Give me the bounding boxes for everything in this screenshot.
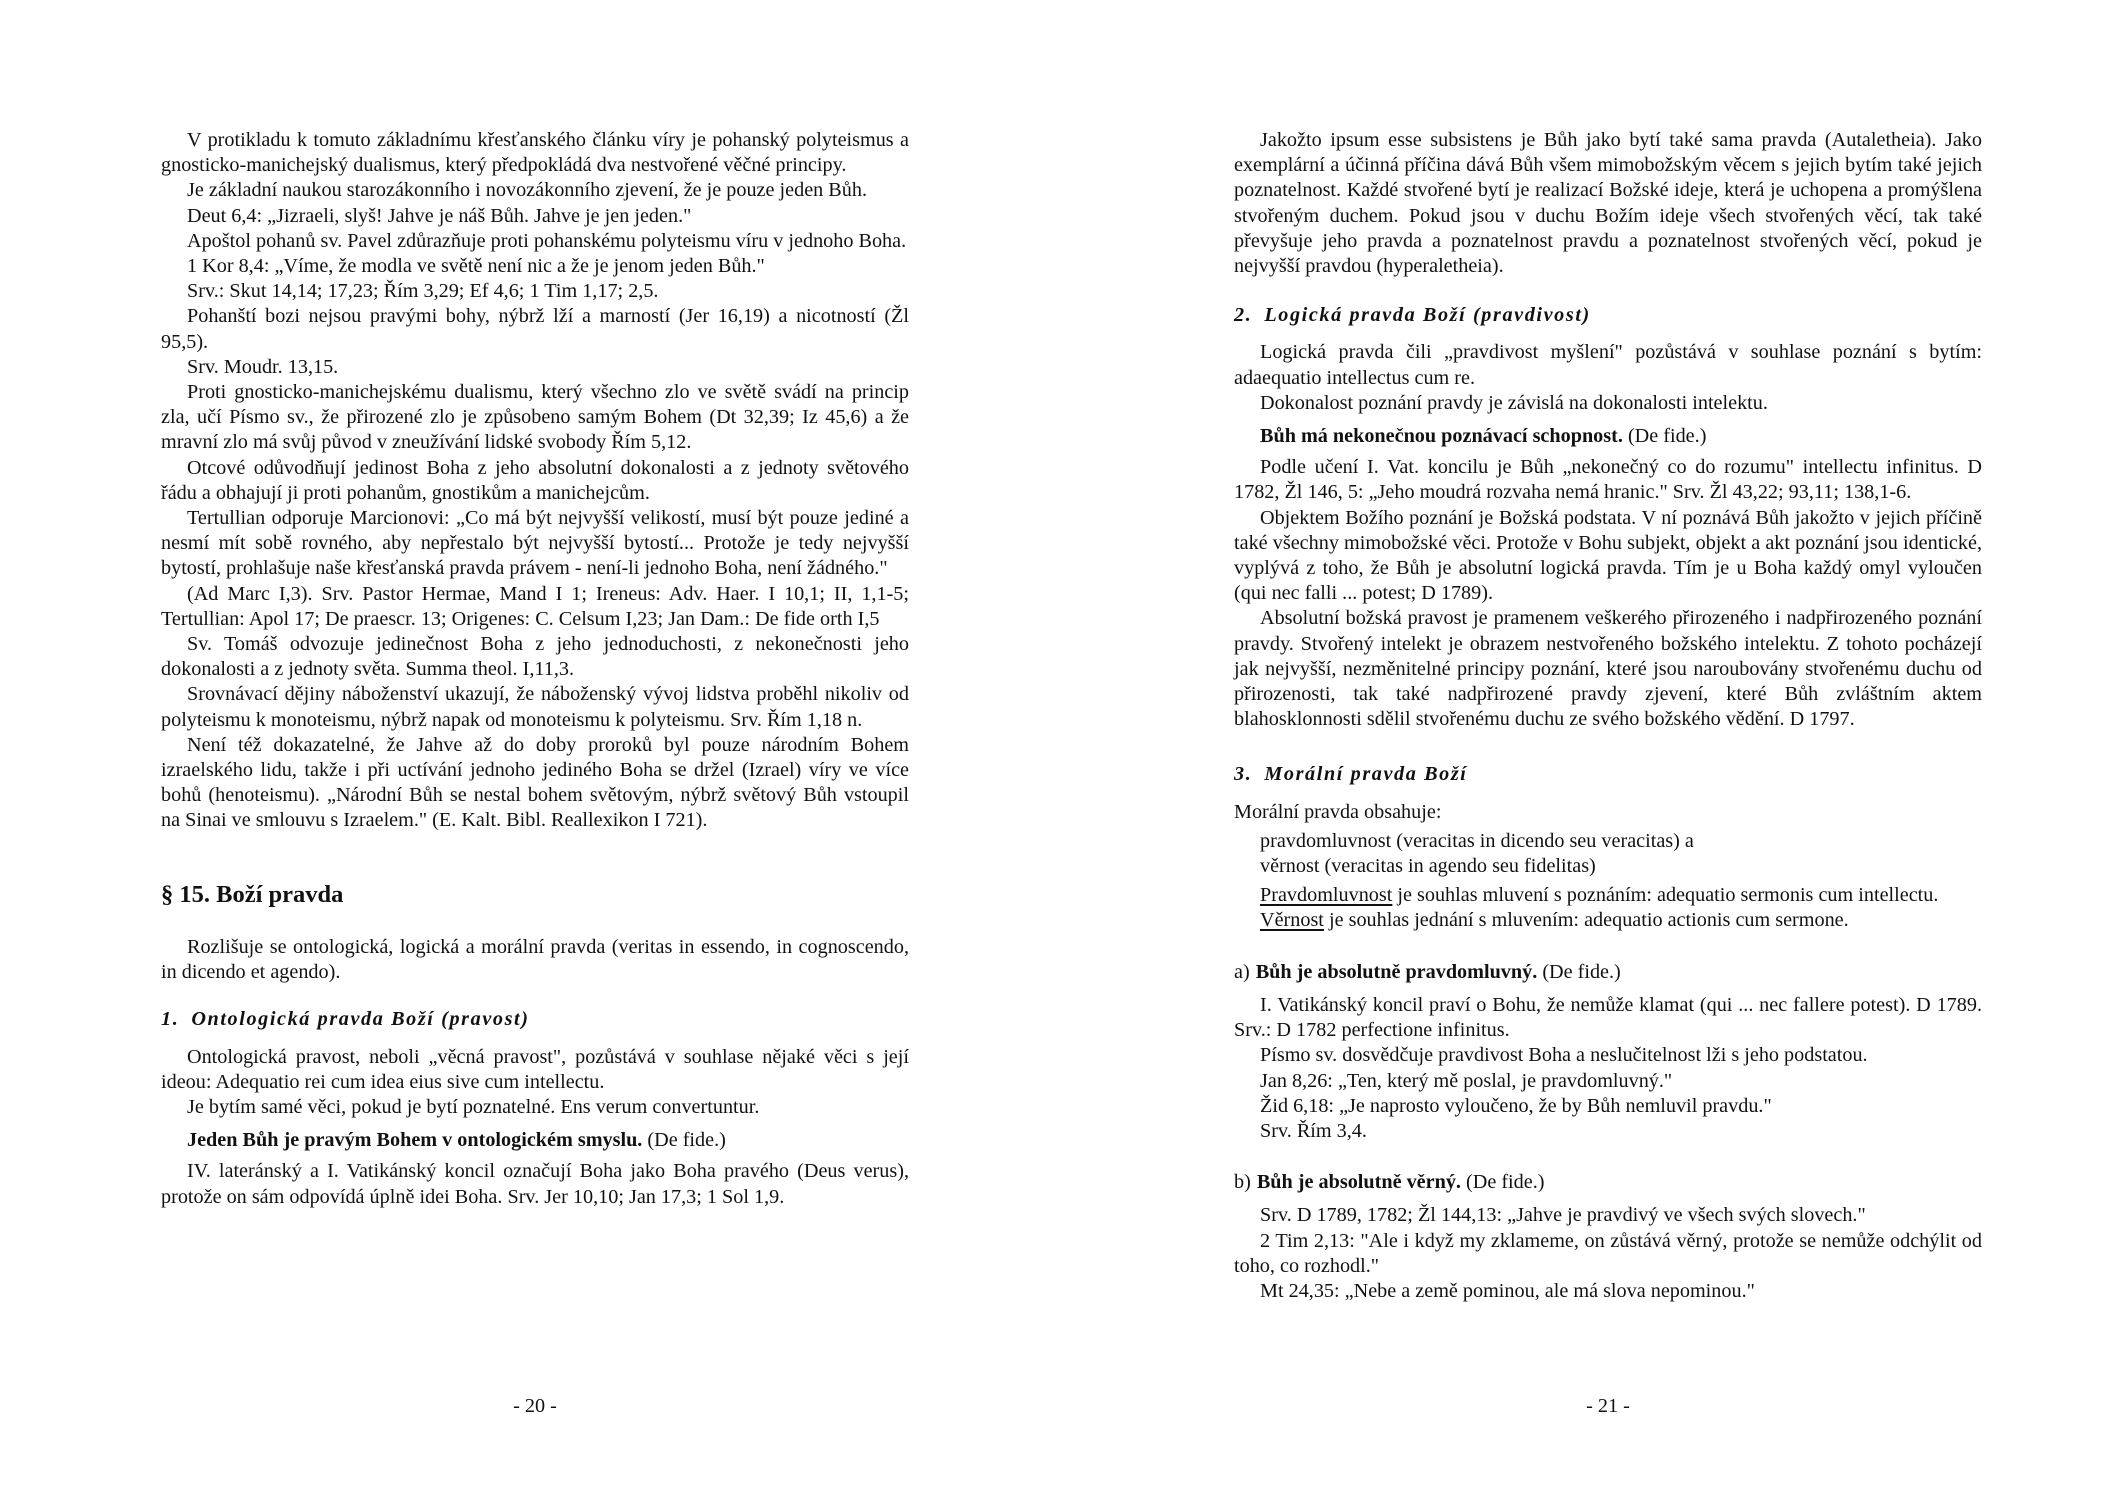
thesis-b: [1234, 1170, 1982, 1195]
thesis-a: [1234, 960, 1982, 985]
paragraph: Je bytím samé věci, pokud je bytí poznatelné. Ens verum convertuntur.: [187, 1095, 760, 1118]
paragraph: Pohanští bozi nejsou pravými bohy, nýbrž lží a marností (Jer 16,19) a nicotností (Žl 95,5).: [161, 305, 909, 353]
thesis-statement: Jeden Bůh je pravým Bohem v ontologickém smyslu.: [187, 1129, 643, 1152]
paragraph: Deut 6,4: „Jizraeli, slyš! Jahve je náš Bůh. Jahve je jen jeden.": [187, 204, 692, 227]
subsection-number: 1.: [161, 1008, 180, 1031]
paragraph: Otcové odůvodňují jedinost Boha z jeho absolutní dokonalosti a z jednoty světového řádu a obhajují ji proti pohanům, gnostikům a manichejcům.: [161, 456, 909, 504]
intro-paragraphs: [161, 128, 909, 834]
subsection-label: Logická pravda Boží (pravdivost): [1264, 304, 1591, 327]
section-intro: Rozlišuje se ontologická, logická a morální pravda (veritas in essendo, in cognoscendo, in dicendo et agendo).: [161, 935, 909, 984]
thesis-statement: Bůh je absolutně věrný.: [1256, 1171, 1461, 1194]
paragraph: 2 Tim 2,13: "Ale i když my zklameme, on zůstává věrný, protože se nemůže odchýlit od toho, co rozhodl.": [1234, 1229, 1982, 1277]
thesis: [1234, 424, 1982, 449]
thesis-note: (De fide.): [1537, 960, 1621, 983]
paragraph: Tertullian odporuje Marcionovi: „Co má být nejvyšší velikostí, musí být pouze jediné a nesmí mít sobě rovného, aby nepřestalo být nejvyšší bytostí... Protože je tedy nejvyšší bytostí, prohlašuje naše křesťanská pravda právem - není-li jednoho Boha, není žádného.": [161, 507, 909, 580]
thesis-note: (De fide.): [1622, 425, 1707, 448]
paragraph: Srv. D 1789, 1782; Žl 144,13: „Jahve je pravdivý ve všech svých slovech.": [1260, 1204, 1866, 1227]
page-number-right: - 21 -: [1586, 1395, 1630, 1417]
page-number-left: - 20 -: [513, 1395, 557, 1417]
paragraph: (Ad Marc I,3). Srv. Pastor Hermae, Mand I 1; Ireneus: Adv. Haer. I 10,1; II, 1,1-5; Tertullian: Apol 17; De praescr. 13; Origenes: C. Celsum I,23; Jan Dam.: De fide orth I,5: [161, 582, 909, 630]
definition: [1234, 908, 1982, 933]
paragraph: Mt 24,35: „Nebe a země pominou, ale má slova nepominou.": [1260, 1279, 1755, 1302]
right-page: [1234, 128, 1982, 1304]
section-title: § 15. Boží pravda: [161, 880, 344, 908]
paragraph: IV. lateránský a I. Vatikánský koncil označují Boha jako Boha pravého (Deus verus), protože on sám odpovídá úplně idei Boha. Srv. Jer 10,10; Jan 17,3; 1 Sol 1,9.: [161, 1160, 909, 1208]
paragraph: Objektem Božího poznání je Božská podstata. V ní poznává Bůh jakožto v jejich příčině také všechny mimobožské věci. Protože v Bohu subjekt, objekt a akt poznání jsou identické, vyplývá z toho, že Bůh je absolutní logická pravda. Tím je u Boha každý omyl vyloučen (qui nec falli ... potest; D 1789).: [1234, 506, 1982, 605]
paragraph: Absolutní božská pravost je pramenem veškerého přirozeného i nadpřirozeného poznání pravdy. Stvořený intelekt je obrazem nestvořeného božského intelektu. Z tohoto pocházejí jak nejvyšší, nezměnitelné principy poznání, které jsou naroubovány stvořenému duchu od přirozenosti, tak také nadpřirozené pravdy zjevení, které Bůh zvláštním aktem blahosklonnosti sdělil stvořenému duchu ze svého božského vědění. D 1797.: [1234, 607, 1982, 731]
thesis-note: (De fide.): [642, 1129, 726, 1152]
paragraph: V protikladu k tomuto základnímu křesťanského článku víry je pohanský polyteismus a gnosticko-manichejský dualismus, který předpokládá dva nestvořené věčné principy.: [161, 129, 909, 177]
paragraph: Jakožto ipsum esse subsistens je Bůh jako bytí také sama pravda (Autaletheia). Jako exemplární a účinná příčina dává Bůh všem mimobožským věcem s jejich bytím také jejich poznatelnost. Každé stvořené bytí je realizací Božské ideje, která je uchopena a promýšlena stvořeným duchem. Pokud jsou v duchu Božím ideje všech stvořených věcí, tak také převyšuje jeho pravda a poznatelnost pravdu a poznatelnost stvořených věcí, pokud je nejvyšší pravdou (hyperaletheia).: [1234, 129, 1982, 278]
list-item: věrnost (veracitas in agendo seu fidelitas): [1260, 855, 1596, 878]
list-item: pravdomluvnost (veracitas in dicendo seu veracitas) a: [1260, 829, 1694, 852]
thesis: [161, 1128, 909, 1153]
subsection-title-moral: [1234, 762, 1982, 787]
paragraph: Jan 8,26: „Ten, který mě poslal, je pravdomluvný.": [1260, 1069, 1673, 1092]
definition-text: je souhlas jednání s mluvením: adequatio actionis cum sermone.: [1323, 909, 1849, 932]
paragraph: Proti gnosticko-manichejskému dualismu, který všechno zlo ve světě svádí na princip zla, učí Písmo sv., že přirozené zlo je způsobeno samým Bohem (Dt 32,39; Iz 45,6) a že mravní zlo má svůj původ v zneužívání lidské svobody Řím 5,12.: [161, 381, 909, 454]
subsection-label: Ontologická pravda Boží (pravost): [191, 1008, 530, 1031]
subsection-number: 2.: [1234, 304, 1253, 327]
paragraph: 1 Kor 8,4: „Víme, že modla ve světě není nic a že je jenom jeden Bůh.": [187, 255, 765, 278]
paragraph: Ontologická pravost, neboli „věcná pravost", pozůstává v souhlase nějaké věci s její ideou: Adequatio rei cum idea eius sive cum intellectu.: [161, 1045, 909, 1093]
paragraph: Logická pravda čili „pravdivost myšlení" pozůstává v souhlase poznání s bytím: adaequatio intellectus cum re.: [1234, 341, 1982, 389]
paragraph: Srv. Řím 3,4.: [1260, 1119, 1367, 1142]
paragraph: Není též dokazatelné, že Jahve až do doby proroků byl pouze národním Bohem izraelského lidu, takže i při uctívání jednoho jediného Boha se držel (Izrael) víry ve více bohů (henoteismu). „Národní Bůh se nestal bohem světovým, nýbrž světový Bůh vstoupil na Sinai ve smlouvu s Izraelem." (E. Kalt. Bibl. Reallexikon I 721).: [161, 733, 909, 832]
paragraph: Srovnávací dějiny náboženství ukazují, že náboženský vývoj lidstva proběhl nikoliv od polyteismu k monoteismu, nýbrž napak od monoteismu k polyteismu. Srv. Řím 1,18 n.: [161, 683, 909, 731]
paragraph: Písmo sv. dosvědčuje pravdivost Boha a neslučitelnost lži s jeho podstatou.: [1260, 1044, 1868, 1067]
definition: [1234, 883, 1982, 908]
definition-text: je souhlas mluvení s poznáním: adequatio sermonis cum intellectu.: [1392, 884, 1939, 907]
paragraph: Podle učení I. Vat. koncilu je Bůh „nekonečný co do rozumu" intellectu infinitus. D 1782, Žl 146, 5: „Jeho moudrá rozvaha nemá hranic." Srv. Žl 43,22; 93,11; 138,1-6.: [1234, 456, 1982, 504]
subsection-number: 3.: [1234, 763, 1253, 786]
paragraph: Žid 6,18: „Je naprosto vyloučeno, že by Bůh nemluvil pravdu.": [1260, 1094, 1772, 1117]
paragraph: Srv.: Skut 14,14; 17,23; Řím 3,29; Ef 4,6; 1 Tim 1,17; 2,5.: [187, 280, 659, 303]
paragraph: Morální pravda obsahuje:: [1234, 800, 1442, 823]
paragraph: Srv. Moudr. 13,15.: [187, 355, 339, 378]
subsection-title-logical: [1234, 303, 1982, 328]
left-page: [161, 128, 909, 1210]
paragraph: Sv. Tomáš odvozuje jedinečnost Boha z jeho jednoduchosti, z nekonečnosti jeho dokonalosti a z jednoty světa. Summa theol. I,11,3.: [161, 633, 909, 681]
thesis-statement: Bůh má nekonečnou poznávací schopnost.: [1260, 425, 1623, 448]
subsection-label: Morální pravda Boží: [1264, 763, 1468, 786]
paragraph: I. Vatikánský koncil praví o Bohu, že nemůže klamat (qui ... nec fallere potest). D 1789. Srv.: D 1782 perfectione infinitus.: [1234, 993, 1982, 1042]
subsection-title-ontological: [161, 1007, 909, 1032]
thesis-note: (De fide.): [1460, 1171, 1545, 1194]
paragraph: Apoštol pohanů sv. Pavel zdůrazňuje proti pohanskému polyteismu víru v jednoho Boha.: [187, 229, 907, 252]
thesis-label: b): [1234, 1171, 1251, 1194]
definition-term: Věrnost: [1260, 909, 1324, 932]
paragraph: Je základní naukou starozákonního i novozákonního zjevení, že je pouze jeden Bůh.: [187, 179, 867, 202]
thesis-statement: Bůh je absolutně pravdomluvný.: [1255, 960, 1538, 983]
definition-term: Pravdomluvnost: [1260, 884, 1393, 907]
thesis-label: a): [1234, 960, 1250, 983]
paragraph: Dokonalost poznání pravdy je závislá na dokonalosti intelektu.: [1260, 391, 1768, 414]
